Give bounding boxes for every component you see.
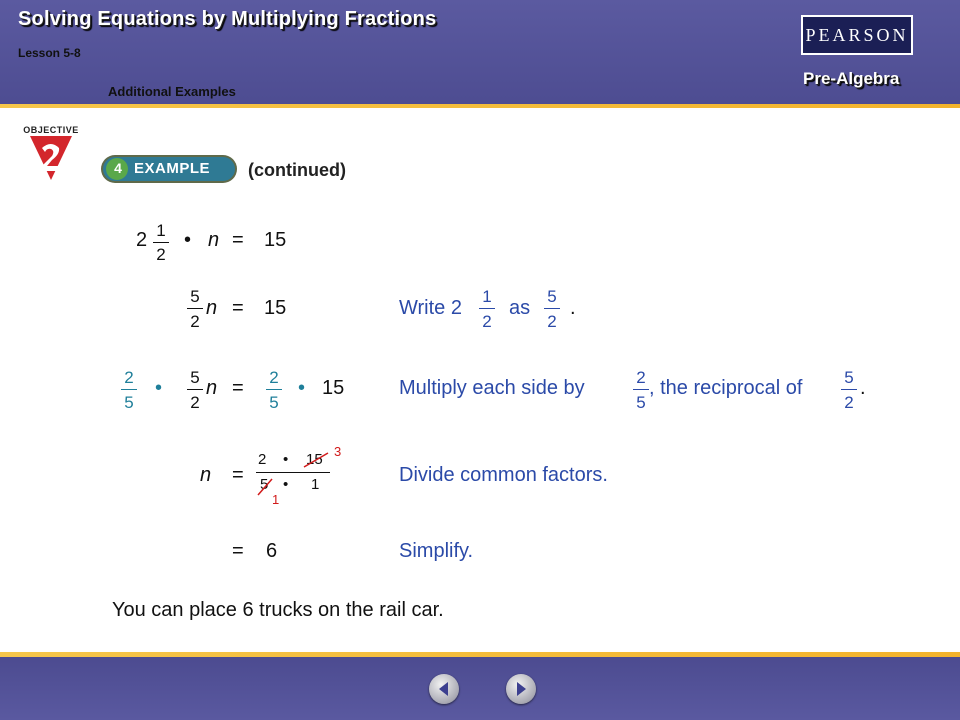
chevron-left-icon <box>437 681 451 697</box>
step2-note-denominator2: 2 <box>547 312 557 331</box>
step3-note-denominator1: 5 <box>636 393 646 412</box>
step2-equals: = <box>232 297 244 319</box>
step3-equals: = <box>232 377 244 399</box>
step5-equals: = <box>232 540 244 562</box>
step1-numerator: 1 <box>156 221 166 240</box>
conclusion-text: You can place 6 trucks on the rail car. <box>112 599 444 621</box>
step3-note-end: . <box>860 377 866 399</box>
pearson-logo: PEARSON <box>801 15 913 55</box>
step4-equals: = <box>232 464 244 486</box>
step3-note-prefix: Multiply each side by <box>399 377 585 399</box>
step4-num-b: 15 <box>306 451 323 468</box>
course-name: Pre-Algebra <box>803 69 900 88</box>
step3-a-numerator: 2 <box>124 368 134 387</box>
step3-note-numerator2: 5 <box>844 368 854 387</box>
step3-c-bar <box>266 389 282 390</box>
step3-a-bar <box>121 389 137 390</box>
step2-note-denominator1: 2 <box>482 312 492 331</box>
step4-num-a: 2 <box>258 451 267 468</box>
cancel-marks-icon <box>254 450 334 500</box>
step2-note-end: . <box>570 297 576 319</box>
chevron-right-icon <box>514 681 528 697</box>
step3-b-numerator: 5 <box>190 368 200 387</box>
step3-a-denominator: 5 <box>124 393 134 412</box>
step4-cancel-top: 3 <box>334 444 342 459</box>
step4-num-dot: • <box>283 451 289 468</box>
lesson-title: Solving Equations by Multiplying Fractions <box>18 8 437 30</box>
step2-rhs: 15 <box>264 297 287 319</box>
step2-numerator: 5 <box>190 287 200 306</box>
step2-note-numerator2: 5 <box>547 287 557 306</box>
step2-note-bar2 <box>544 308 560 309</box>
step1-whole: 2 <box>136 229 148 251</box>
step1-rhs: 15 <box>264 229 287 251</box>
step2-variable: n <box>206 297 218 319</box>
step4-den-b: 1 <box>311 476 320 493</box>
step3-dot2: • <box>298 377 306 399</box>
lesson-number: Lesson 5-8 <box>18 46 81 60</box>
step5-note: Simplify. <box>399 540 474 562</box>
step3-c-denominator: 5 <box>269 393 279 412</box>
step3-note-denominator2: 2 <box>844 393 854 412</box>
step3-note-bar1 <box>633 389 649 390</box>
step5-value: 6 <box>266 540 278 562</box>
step3-rhs: 15 <box>322 377 345 399</box>
example-label: EXAMPLE <box>134 160 211 177</box>
step3-b-bar <box>187 389 203 390</box>
step3-note-numerator1: 2 <box>636 368 646 387</box>
step3-note-mid: , the reciprocal of <box>649 377 803 399</box>
step2-note-numerator1: 1 <box>482 287 492 306</box>
step4-den-dot: • <box>283 476 289 493</box>
step1-denominator: 2 <box>156 245 166 264</box>
step4-cancel-bottom: 1 <box>272 492 280 507</box>
step1-equals: = <box>232 229 244 251</box>
step4-note: Divide common factors. <box>399 464 608 486</box>
step4-den-a: 5 <box>260 476 269 493</box>
step2-denominator: 2 <box>190 312 200 331</box>
step1-dot: • <box>184 229 192 251</box>
step3-c-numerator: 2 <box>269 368 279 387</box>
step3-b-denominator: 2 <box>190 393 200 412</box>
objective-label: OBJECTIVE <box>23 125 79 135</box>
step2-note-prefix: Write 2 <box>399 297 462 319</box>
previous-button[interactable] <box>429 674 459 704</box>
next-button[interactable] <box>506 674 536 704</box>
step1-fraction-bar <box>153 242 169 243</box>
section-subtitle: Additional Examples <box>108 84 236 99</box>
step2-fraction-bar <box>187 308 203 309</box>
example-number: 4 <box>114 160 122 176</box>
step2-note-as: as <box>509 297 531 319</box>
footer-band <box>0 652 960 720</box>
step3-dot: • <box>155 377 163 399</box>
step3-note-bar2 <box>841 389 857 390</box>
continued-label: (continued) <box>248 160 346 180</box>
step4-variable: n <box>200 464 212 486</box>
step2-note-bar1 <box>479 308 495 309</box>
step3-variable: n <box>206 377 218 399</box>
step1-variable: n <box>208 229 220 251</box>
